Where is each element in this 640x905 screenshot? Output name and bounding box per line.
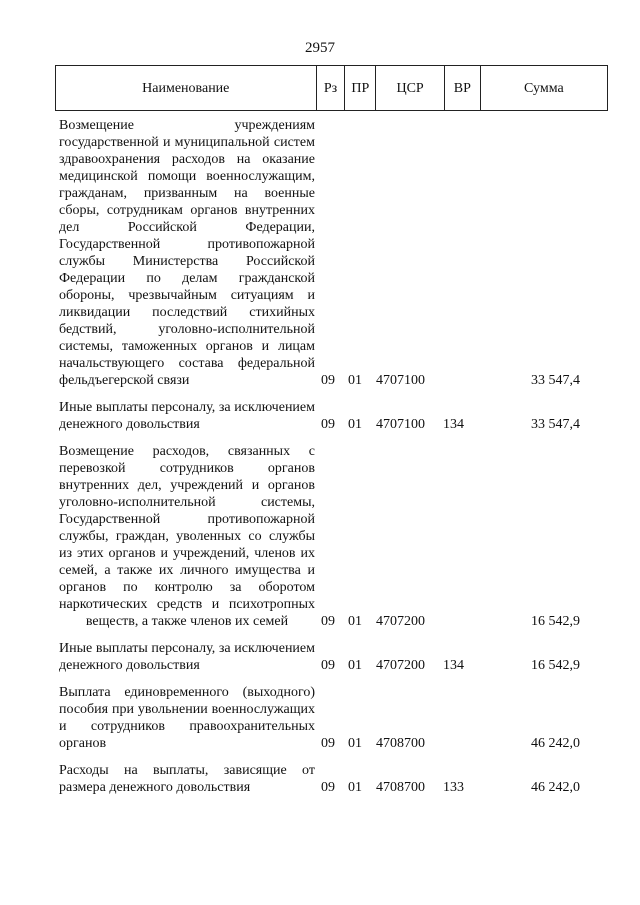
row-name: Расходы на выплаты, зависящие от размера денежного довольствия <box>59 763 315 795</box>
table-row <box>55 684 608 752</box>
header-sum: Сумма <box>480 66 608 110</box>
row-name: Возмещение учреждениям государственной и муниципальной систем здравоохранения расходов на оказание медицинской помощи военнослужащим, гражданам, призванным на военные сборы, сотрудникам органов внутренних дел Российской Федерации, Государственной противопожарной службы Министерства Российской Федерации по делам гражданской обороны, чрезвычайным ситуациям и ликвидации последствий стихийных бедствий, уголовно-исполнительной системы, таможенных органов и лицам начальствующего состава федеральной фельдъегерской связи <box>59 118 315 388</box>
row-pr: 01 <box>348 614 362 629</box>
row-rz: 09 <box>321 373 335 388</box>
row-vr: 134 <box>443 658 464 673</box>
header-vr: ВР <box>444 66 480 110</box>
row-rz: 09 <box>321 736 335 751</box>
row-rz: 09 <box>321 780 335 795</box>
table-row <box>55 762 608 796</box>
row-sum: 46 242,0 <box>531 736 580 751</box>
table-row <box>55 640 608 674</box>
row-rz: 09 <box>321 658 335 673</box>
row-vr: 134 <box>443 417 464 432</box>
row-name: Иные выплаты персоналу, за исключением денежного довольствия <box>59 400 315 432</box>
header-rz: Рз <box>316 66 345 110</box>
budget-table <box>55 65 608 806</box>
row-sum: 33 547,4 <box>531 373 580 388</box>
row-sum: 16 542,9 <box>531 614 580 629</box>
table-header <box>55 65 608 111</box>
row-vr: 133 <box>443 780 464 795</box>
row-rz: 09 <box>321 614 335 629</box>
header-csr: ЦСР <box>375 66 444 110</box>
row-pr: 01 <box>348 780 362 795</box>
table-row <box>55 443 608 630</box>
row-csr: 4707200 <box>376 614 425 629</box>
row-pr: 01 <box>348 736 362 751</box>
row-sum: 46 242,0 <box>531 780 580 795</box>
row-csr: 4708700 <box>376 736 425 751</box>
table-body <box>55 111 608 796</box>
row-sum: 33 547,4 <box>531 417 580 432</box>
row-name: Возмещение расходов, связанных с перевозкой сотрудников органов внутренних дел, учреждений и органов уголовно-исполнительной системы, Государственной противопожарной службы, граждан, уволенных со службы из этих органов и учреждений, членов их семей, а также их личного имущества и органов по контролю за оборотом наркотических средств и психотропных веществ, а также членов их семей <box>59 444 315 629</box>
row-pr: 01 <box>348 373 362 388</box>
page-number: 2957 <box>305 40 335 56</box>
row-csr: 4708700 <box>376 780 425 795</box>
row-pr: 01 <box>348 417 362 432</box>
row-name: Выплата единовременного (выходного) пособия при увольнении военнослужащих и сотрудников правоохранительных органов <box>59 685 315 751</box>
row-csr: 4707100 <box>376 417 425 432</box>
table-row <box>55 117 608 389</box>
table-row <box>55 399 608 433</box>
row-rz: 09 <box>321 417 335 432</box>
row-csr: 4707200 <box>376 658 425 673</box>
row-name: Иные выплаты персоналу, за исключением денежного довольствия <box>59 641 315 673</box>
row-csr: 4707100 <box>376 373 425 388</box>
header-name: Наименование <box>55 66 316 110</box>
row-sum: 16 542,9 <box>531 658 580 673</box>
header-pr: ПР <box>344 66 375 110</box>
row-pr: 01 <box>348 658 362 673</box>
